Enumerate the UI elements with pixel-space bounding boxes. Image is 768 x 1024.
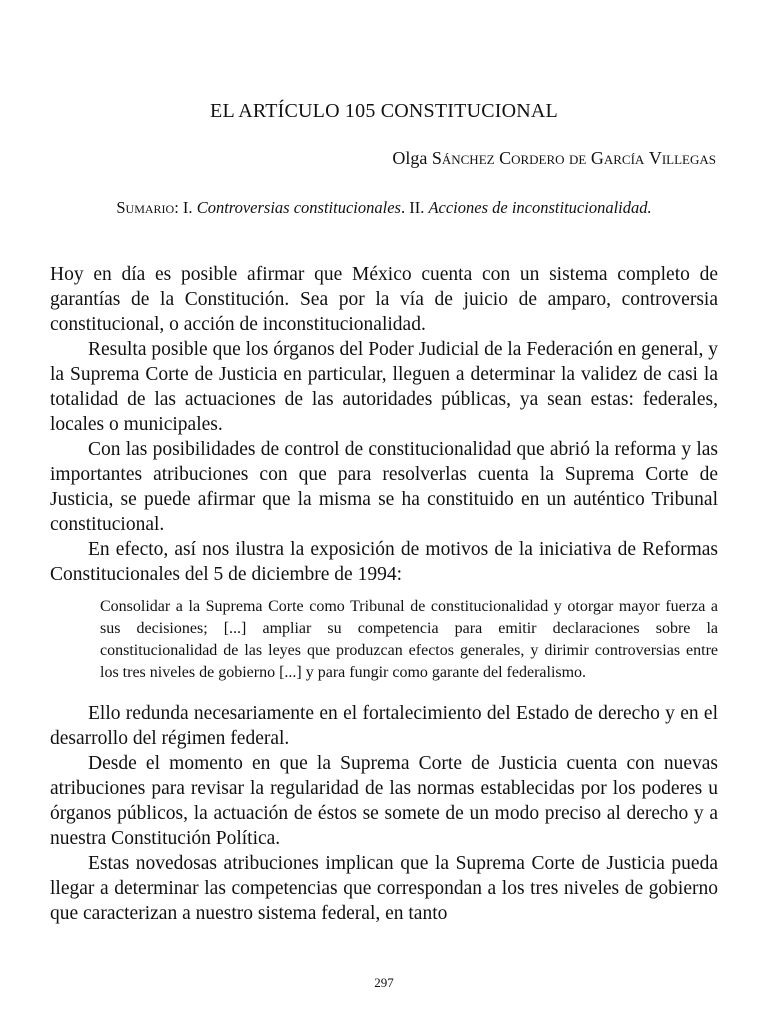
paragraph: Estas novedosas atribuciones implican que la Suprema Corte de Justicia pueda llegar a determinar las competencias que correspondan a los tres niveles de gobierno que caracterizan a nuestro sistema federal, en tanto <box>50 853 718 924</box>
author-part: illegas <box>661 148 716 168</box>
page-number: 297 <box>374 975 394 990</box>
author-part: ordero de <box>511 148 591 168</box>
author-part: arcía <box>603 148 649 168</box>
author-part: G <box>590 148 604 168</box>
author-part: ánchez <box>441 148 500 168</box>
summary-text: : I. <box>174 198 197 217</box>
article-body <box>50 262 718 926</box>
summary-text: . II. <box>400 198 429 217</box>
paragraph: Hoy en día es posible afirmar que México cuenta con un sistema completo de garantías de la Constitución. Sea por la vía de juicio de amparo, controversia constitucional, o acción de inconstitucionalidad. <box>50 264 718 335</box>
paragraph: Resulta posible que los órganos del Poder Judicial de la Federación en general, y la Suprema Corte de Justicia en particular, lleguen a determinar la validez de casi la totalidad de las actuaciones de las autoridades públicas, ya sean estas: federales, locales o municipales. <box>50 339 718 435</box>
paragraph: En efecto, así nos ilustra la exposición de motivos de la iniciativa de Reformas Constitucionales del 5 de diciembre de 1994: <box>50 539 718 585</box>
summary-item: Controversias constitucionales <box>196 198 401 217</box>
summary-item: Acciones de inconstitucionalidad. <box>428 198 652 217</box>
summary-label: Sumario <box>116 198 175 217</box>
article-title: EL ARTÍCULO 105 CONSTITUCIONAL <box>210 100 558 122</box>
paragraph: Con las posibilidades de control de constitucionalidad que abrió la reforma y las importantes atribuciones con que para resolverlas cuenta la Suprema Corte de Justicia, se puede afirmar que la misma se ha constituido en un auténtico Tribunal constitucional. <box>50 439 718 535</box>
author-part: C <box>499 148 512 168</box>
summary <box>110 197 658 218</box>
author-name <box>392 148 716 169</box>
paragraph: Ello redunda necesariamente en el fortalecimiento del Estado de derecho y en el desarrollo del régimen federal. <box>50 703 718 749</box>
block-quote: Consolidar a la Suprema Corte como Tribunal de constitucionalidad y otorgar mayor fuerza a sus decisiones; [...] ampliar su competencia para emitir declaraciones sobre la constitucionalidad de las leyes que produzcan efectos generales, y dirimir controversias entre los tres niveles de gobierno [...] y para fungir como garante del federalismo. <box>100 598 718 681</box>
author-part: Olga S <box>392 148 442 168</box>
paragraph: Desde el momento en que la Suprema Corte de Justicia cuenta con nuevas atribuciones para revisar la regularidad de las normas establecidas por los poderes u órganos públicos, la actuación de éstos se somete de un modo preciso al derecho y a nuestra Constitución Política. <box>50 753 718 849</box>
author-part: V <box>648 148 662 168</box>
